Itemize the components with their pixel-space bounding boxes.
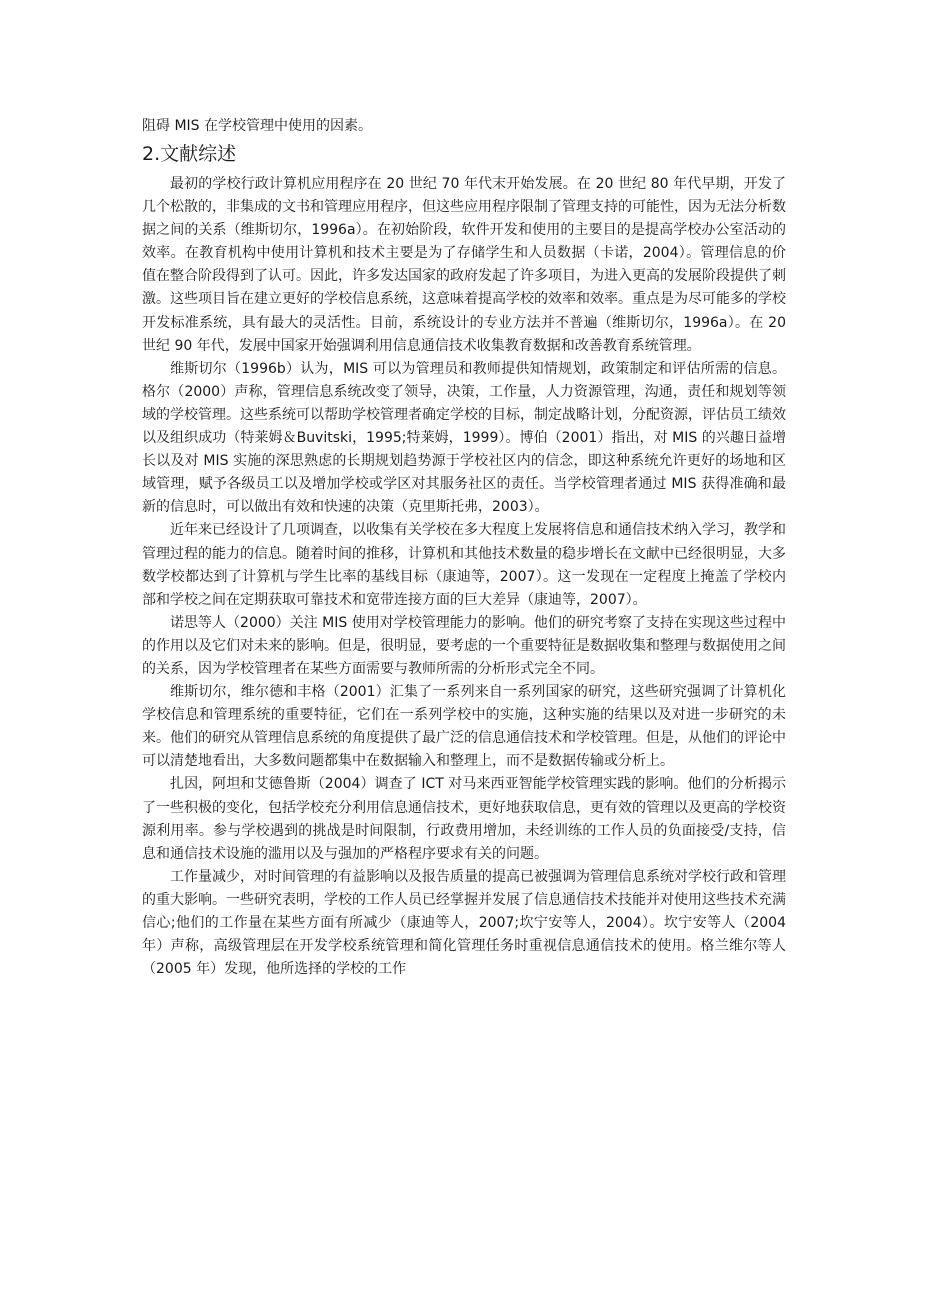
section-heading: 2.文献综述: [142, 143, 237, 165]
paragraph: 维斯切尔，维尔德和丰格（2001）汇集了一系列来自一系列国家的研究，这些研究强调了计算机化学校信息和管理系统的重要特征，它们在一系列学校中的实施，这种实施的结果以及对进一步研究的未来。他们的研究从管理信息系统的角度提供了最广泛的信息通信技术和学校管理。但是，从他们的评论中可以清楚地看出，大多数问题都集中在数据输入和整理上，而不是数据传输或分析上。: [142, 684, 786, 770]
paragraph: 诺思等人（2000）关注 MIS 使用对学校管理能力的影响。他们的研究考察了支持在实现这些过程中的作用以及它们对未来的影响。但是，很明显，要考虑的一个重要特征是数据收集和整理与数据使用之间的关系，因为学校管理者在某些方面需要与教师所需的分析形式完全不同。: [142, 614, 786, 677]
paragraph: 扎因，阿坦和艾德鲁斯（2004）调查了 ICT 对马来西亚智能学校管理实践的影响。他们的分析揭示了一些积极的变化，包括学校充分利用信息通信技术，更好地获取信息，更有效的管理以及更高的学校资源利用率。参与学校遇到的挑战是时间限制，行政费用增加，未经训练的工作人员的负面接受/支持，信息和通信技术设施的滥用以及与强加的严格程序要求有关的问题。: [142, 776, 786, 862]
document-body: [142, 115, 786, 981]
paragraph: 工作量减少，对时间管理的有益影响以及报告质量的提高已被强调为管理信息系统对学校行政和管理的重大影响。一些研究表明，学校的工作人员已经掌握并发展了信息通信技术技能并对使用这些技术充满信心;他们的工作量在某些方面有所减少（康迪等人，2007;坎宁安等人，2004）。坎宁安等人（2004 年）声称，高级管理层在开发学校系统管理和简化管理任务时重视信息通信技术的使用。格兰维尔等人（2005 年）发现，他所选择的学校的工作: [142, 868, 786, 978]
paragraph: 维斯切尔（1996b）认为，MIS 可以为管理员和教师提供知情规划，政策制定和评估所需的信息。格尔（2000）声称，管理信息系统改变了领导，决策，工作量，人力资源管理，沟通，责任和规划等领域的学校管理。这些系统可以帮助学校管理者确定学校的目标，制定战略计划，分配资源，评估员工绩效以及组织成功（特莱姆＆Buvitski，1995;特莱姆，1999）。博伯（2001）指出，对 MIS 的兴趣日益增长以及对 MIS 实施的深思熟虑的长期规划趋势源于学校社区内的信念，即这种系统允许更好的场地和区域管理，赋予各级员工以及增加学校或学区对其服务社区的责任。当学校管理者通过 MIS 获得准确和最新的信息时，可以做出有效和快速的决策（克里斯托弗，2003）。: [142, 360, 786, 516]
carryover-line: 阻碍 MIS 在学校管理中使用的因素。: [142, 118, 372, 134]
paragraph: 最初的学校行政计算机应用程序在 20 世纪 70 年代末开始发展。在 20 世纪 80 年代早期，开发了几个松散的，非集成的文书和管理应用程序，但这些应用程序限制了管理支持的可能性，因为无法分析数据之间的关系（维斯切尔，1996a）。在初始阶段，软件开发和使用的主要目的是提高学校办公室活动的效率。在教育机构中使用计算机和技术主要是为了存储学生和人员数据（卡诺，2004）。管理信息的价值在整合阶段得到了认可。因此，许多发达国家的政府发起了许多项目，为进入更高的发展阶段提供了刺激。这些项目旨在建立更好的学校信息系统，这意味着提高学校的效率和效率。重点是为尽可能多的学校开发标准系统，具有最大的灵活性。目前，系统设计的专业方法并不普遍（维斯切尔，1996a）。在 20 世纪 90 年代，发展中国家开始强调利用信息通信技术收集教育数据和改善教育系统管理。: [142, 176, 786, 354]
paragraph: 近年来已经设计了几项调查，以收集有关学校在多大程度上发展将信息和通信技术纳入学习，教学和管理过程的能力的信息。随着时间的推移，计算机和其他技术数量的稳步增长在文献中已经很明显，大多数学校都达到了计算机与学生比率的基线目标（康迪等，2007）。这一发现在一定程度上掩盖了学校内部和学校之间在定期获取可靠技术和宽带连接方面的巨大差异（康迪等，2007）。: [142, 522, 786, 608]
